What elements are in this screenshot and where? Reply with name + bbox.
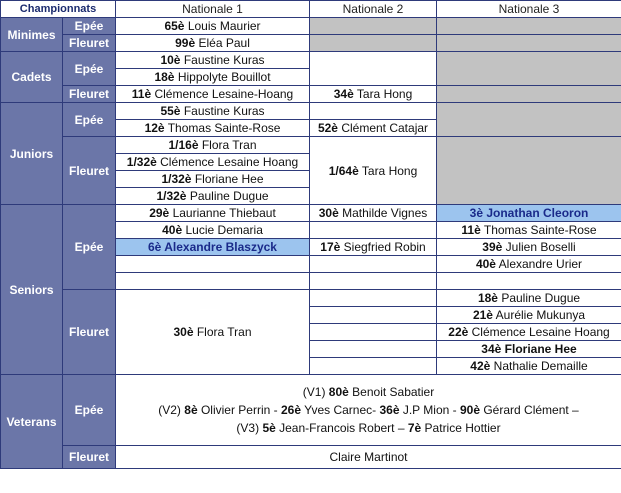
- result-cell: 10è Faustine Kuras: [116, 52, 310, 69]
- empty-cell: [310, 307, 437, 324]
- result-cell: 34è Floriane Hee: [437, 341, 621, 358]
- result-cell: 42è Nathalie Demaille: [437, 358, 621, 375]
- result-cell: 1/16è Flora Tran: [116, 137, 310, 154]
- category-cadets: Cadets: [1, 52, 63, 103]
- weapon-epee: Epée: [63, 375, 116, 446]
- empty-cell: [310, 273, 437, 290]
- veterans-line-1: (V1) 80è Benoit Sabatier: [302, 385, 435, 399]
- result-cell: 18è Hippolyte Bouillot: [116, 69, 310, 86]
- empty-cell: [310, 341, 437, 358]
- result-cell: 12è Thomas Sainte-Rose: [116, 120, 310, 137]
- empty-cell: [310, 324, 437, 341]
- category-juniors: Juniors: [1, 103, 63, 205]
- empty-cell: [437, 273, 621, 290]
- weapon-epee: Epée: [63, 205, 116, 290]
- weapon-fleuret: Fleuret: [63, 446, 116, 469]
- result-cell: 18è Pauline Dugue: [437, 290, 621, 307]
- result-cell: 21è Aurélie Mukunya: [437, 307, 621, 324]
- result-cell: 1/32è Floriane Hee: [116, 171, 310, 188]
- weapon-fleuret: Fleuret: [63, 290, 116, 375]
- result-cell: 55è Faustine Kuras: [116, 103, 310, 120]
- veterans-fleuret-result: Claire Martinot: [116, 446, 621, 469]
- weapon-epee: Epée: [63, 52, 116, 86]
- nationale-1-header: Nationale 1: [116, 1, 310, 18]
- empty-cell: [437, 103, 621, 137]
- category-seniors: Seniors: [1, 205, 63, 375]
- result-cell: 11è Clémence Lesaine-Hoang: [116, 86, 310, 103]
- result-cell: 52è Clément Catajar: [310, 120, 437, 137]
- result-cell: 1/32è Pauline Dugue: [116, 188, 310, 205]
- empty-cell: [310, 256, 437, 273]
- empty-cell: [310, 358, 437, 375]
- result-cell: 40è Lucie Demaria: [116, 222, 310, 239]
- empty-cell: [310, 222, 437, 239]
- result-cell: 17è Siegfried Robin: [310, 239, 437, 256]
- result-cell: 34è Tara Hong: [310, 86, 437, 103]
- result-cell: 39è Julien Boselli: [437, 239, 621, 256]
- category-minimes: Minimes: [1, 18, 63, 52]
- weapon-epee: Epée: [63, 18, 116, 35]
- veterans-line-3: (V3) 5è Jean-Francois Robert – 7è Patrice Hottier: [236, 421, 501, 435]
- result-cell: 1/64è Tara Hong: [310, 137, 437, 205]
- empty-cell: [437, 18, 621, 35]
- empty-cell: [437, 137, 621, 205]
- empty-cell: [310, 52, 437, 86]
- empty-cell: [310, 35, 437, 52]
- result-cell-highlight: 6è Alexandre Blaszyck: [116, 239, 310, 256]
- result-cell-highlight: 3è Jonathan Cleoron: [437, 205, 621, 222]
- empty-cell: [310, 103, 437, 120]
- veterans-line-2: (V2) 8è Olivier Perrin - 26è Yves Carnec- 36è J.P Mion - 90è Gérard Clément –: [158, 403, 579, 417]
- empty-cell: [116, 273, 310, 290]
- empty-cell: [437, 86, 621, 103]
- result-cell: 30è Flora Tran: [116, 290, 310, 375]
- empty-cell: [437, 35, 621, 52]
- empty-cell: [116, 256, 310, 273]
- result-cell: 40è Alexandre Urier: [437, 256, 621, 273]
- result-cell: 30è Mathilde Vignes: [310, 205, 437, 222]
- result-cell: 99è Eléa Paul: [116, 35, 310, 52]
- weapon-fleuret: Fleuret: [63, 137, 116, 205]
- nationale-2-header: Nationale 2: [310, 1, 437, 18]
- veterans-epee-results: [116, 375, 621, 446]
- empty-cell: [437, 52, 621, 86]
- weapon-fleuret: Fleuret: [63, 35, 116, 52]
- empty-cell: [310, 18, 437, 35]
- weapon-epee: Epée: [63, 103, 116, 137]
- result-cell: 29è Laurianne Thiebaut: [116, 205, 310, 222]
- category-veterans: Veterans: [1, 375, 63, 469]
- result-cell: 22è Clémence Lesaine Hoang: [437, 324, 621, 341]
- result-cell: 65è Louis Maurier: [116, 18, 310, 35]
- weapon-fleuret: Fleuret: [63, 86, 116, 103]
- empty-cell: [310, 290, 437, 307]
- nationale-3-header: Nationale 3: [437, 1, 621, 18]
- result-cell: 11è Thomas Sainte-Rose: [437, 222, 621, 239]
- championnats-header: Championnats: [1, 1, 116, 18]
- result-cell: 1/32è Clémence Lesaine Hoang: [116, 154, 310, 171]
